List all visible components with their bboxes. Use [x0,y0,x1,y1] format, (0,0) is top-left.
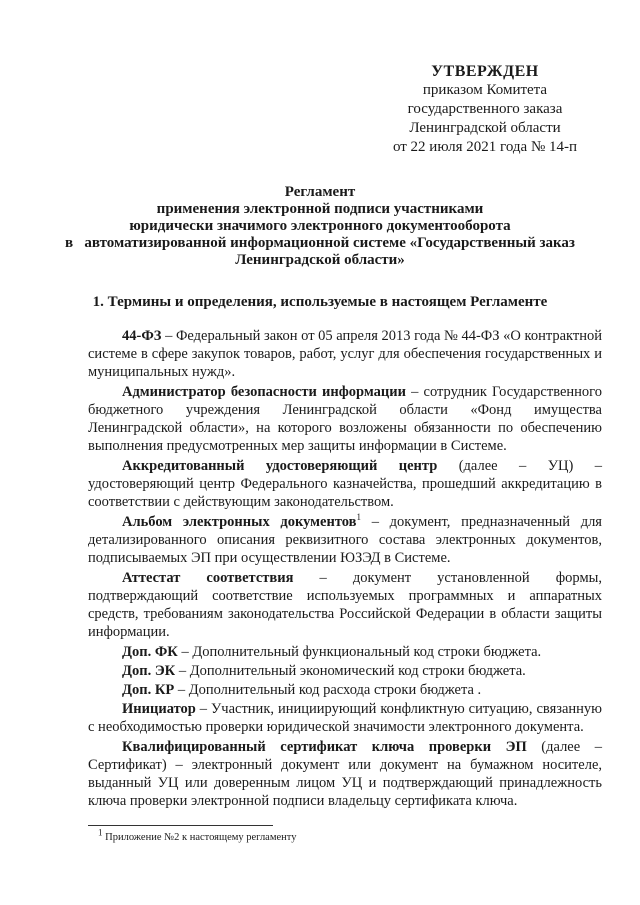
title-line-1: Регламент [284,184,356,200]
definition-paragraph [88,569,602,641]
definition-paragraph [88,681,602,699]
approval-line-1: приказом Комитета [422,82,548,98]
definition-paragraph [88,327,602,381]
definition-text: – Дополнительный экономический код строки бюджета. [175,663,526,679]
definition-term: Доп. ФК [122,644,178,660]
definition-paragraph [88,738,602,810]
definition-term: Доп. КР [122,682,175,698]
footnote-mark: 1 [356,512,361,523]
definition-term: Альбом электронных документов [122,514,357,530]
definition-text: (далее – Сертификат) – электронный документ или документ на бумажном носителе, выданный УЦ или доверенным лицом УЦ и подтверждающий принадлежность ключа проверки электронной подписи владельцу сертификата ключа. [88,739,602,809]
approval-line-2: государственного заказа [407,101,563,117]
title-line-4: в автоматизированной информационной системе «Государственный заказ [65,235,575,251]
definition-paragraph [88,700,602,736]
definition-text: – Федеральный закон от 05 апреля 2013 года № 44-ФЗ «О контрактной системе в сфере закупок товаров, работ, услуг для обеспечения государственных и муниципальных нужд». [88,328,602,380]
title-line-2: применения электронной подписи участниками [156,201,484,217]
footnote-text: Приложение №2 к настоящему регламенту [102,832,297,843]
definition-text: – документ, предназначенный для детализированного описания реквизитного состава электронных документов, подписываемых ЭП при осуществлении ЮЗЭД в Системе. [88,514,602,566]
definition-paragraph [88,457,602,511]
definition-paragraph [88,383,602,455]
definition-term: 44-ФЗ [122,328,162,344]
definition-text: – Участник, инициирующий конфликтную ситуацию, связанную с необходимостью проверки юридической значимости электронного документа. [88,701,602,735]
definition-term: Администратор безопасности информации [122,384,406,400]
definition-paragraph [88,643,602,661]
definition-text: – документ установленной формы, подтверждающий соответствие используемых программных и аппаратных средств, требованиям законодательства Российской Федерации в области защиты информации. [88,570,602,640]
definition-text: – Дополнительный функциональный код строки бюджета. [177,644,542,660]
definition-term: Аккредитованный удостоверяющий центр [122,458,438,474]
footnote [98,827,297,844]
definitions-list [88,327,602,812]
definition-text: – Дополнительный код расхода строки бюджета . [174,682,482,698]
title-line-5: Ленинградской области» [235,252,405,268]
approval-stamp-block [360,62,610,157]
definition-text: (далее – УЦ) – удостоверяющий центр Федерального казначейства, прошедший аккредитацию в соответствии с действующим законодательством. [88,458,603,510]
definition-text: – сотрудник Государственного бюджетного учреждения Ленинградской области «Фонд имущества Ленинградской области», на которого возложены обязанности по обеспечению выполнения предусмотренных мер защиты информации в Системе. [88,384,602,454]
section-heading: 1. Термины и определения, используемые в настоящем Регламенте [92,294,548,310]
document-title [40,184,600,269]
footnote-separator [88,825,273,826]
approval-line-4: от 22 июля 2021 года № 14-п [392,139,578,155]
definition-term: Аттестат соответствия [122,570,294,586]
definition-term: Инициатор [122,701,196,717]
title-line-3: юридически значимого электронного документооборота [129,218,511,234]
footnote-number: 1 [98,827,103,838]
definition-term: Квалифицированный сертификат ключа проверки ЭП [122,739,527,755]
approved-title: УТВЕРЖДЕН [431,63,539,80]
definition-term: Доп. ЭК [122,663,176,679]
approval-line-3: Ленинградской области [409,120,561,136]
definition-paragraph [88,662,602,680]
definition-paragraph [88,513,602,567]
